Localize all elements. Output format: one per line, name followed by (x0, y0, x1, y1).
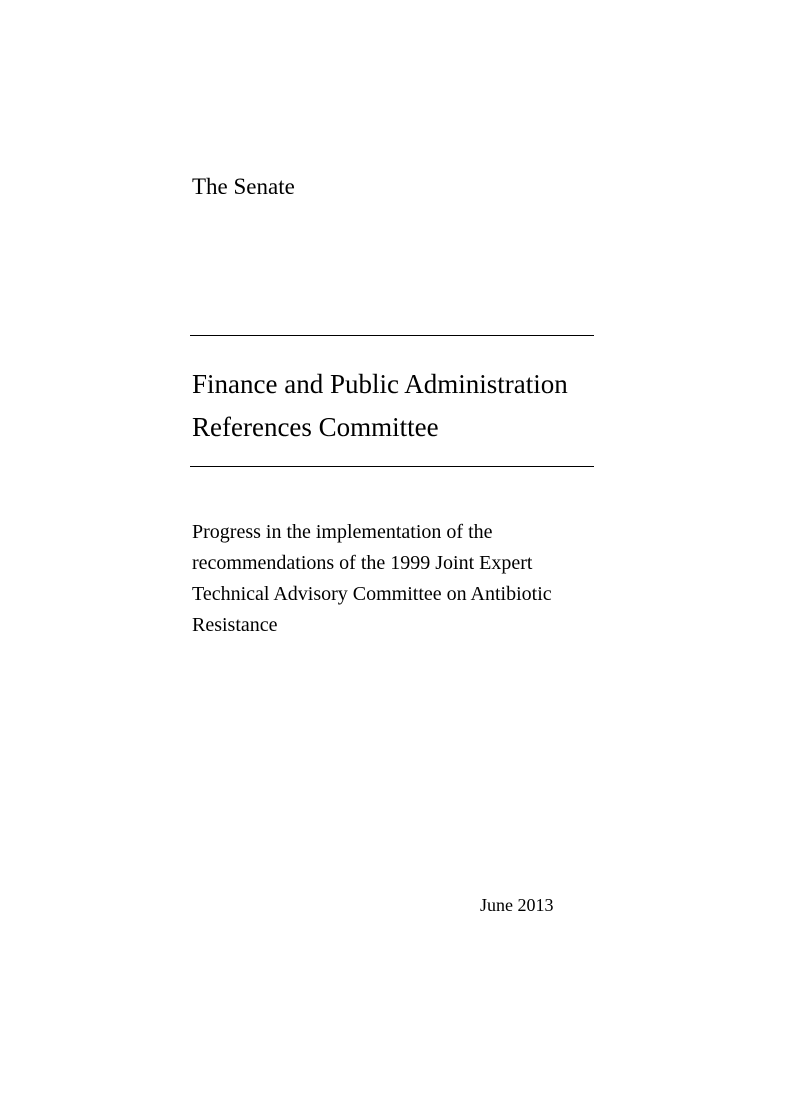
committee-name (192, 363, 568, 449)
report-title (192, 517, 552, 641)
institution-name: The Senate (192, 174, 295, 199)
divider-top (190, 335, 594, 336)
report-title-line: Technical Advisory Committee on Antibiotic (192, 583, 552, 605)
publication-date: June 2013 (480, 895, 554, 915)
report-title-line: Resistance (192, 614, 278, 636)
report-title-line: Progress in the implementation of the (192, 521, 493, 543)
committee-name-line: Finance and Public Administration (192, 369, 568, 399)
report-title-line: recommendations of the 1999 Joint Expert (192, 552, 533, 574)
committee-name-line: References Committee (192, 412, 439, 442)
divider-bottom (190, 466, 594, 467)
